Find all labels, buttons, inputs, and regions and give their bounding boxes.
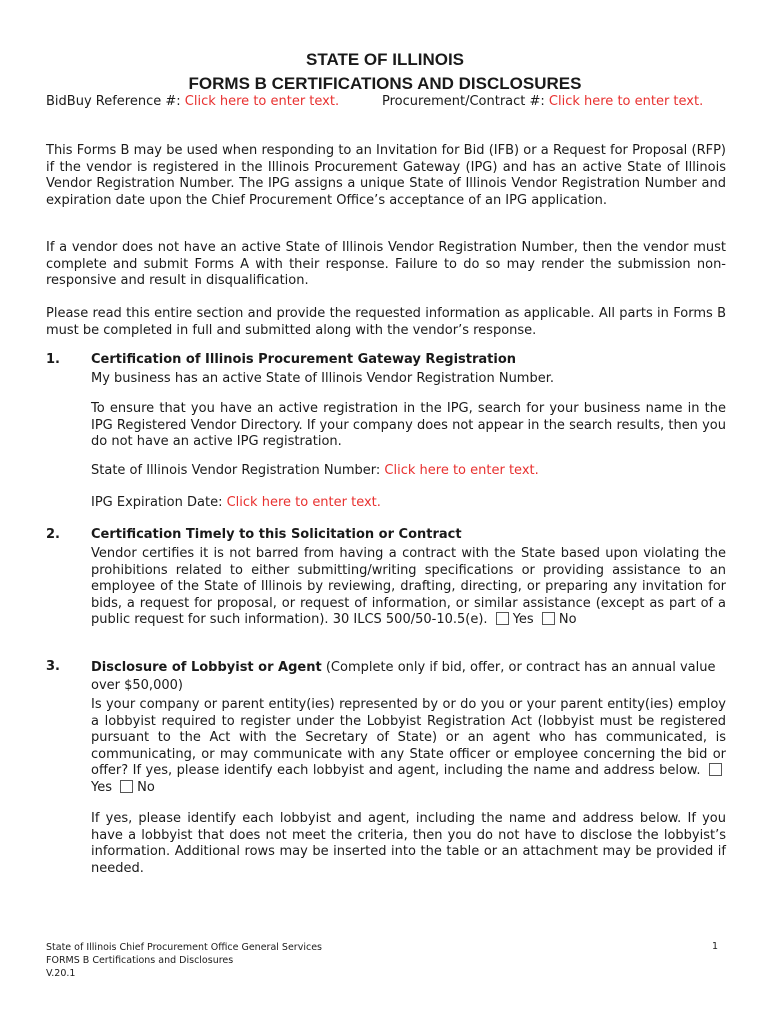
footer-form-name: FORMS B Certifications and Disclosures — [46, 955, 234, 966]
reference-line — [46, 94, 736, 109]
section-3-paragraph-2: If yes, please identify each lobbyist and agent, including the name and address below. If you have a lobbyist that does not meet the criteria, then you do not have to disclose the lobbyist’s information. Additional rows may be inserted into the table or an attachment may be provided if needed. — [91, 811, 726, 876]
section-3-heading-note: (Complete only if bid, offer, or contract has an annual value over $50,000) — [91, 660, 716, 693]
footer-version: V.20.1 — [46, 968, 76, 979]
footer-office: State of Illinois Chief Procurement Office General Services — [46, 942, 322, 953]
section-2-no-label: No — [558, 612, 577, 627]
section-2-number: 2. — [46, 527, 60, 542]
ipg-expiration-input[interactable]: Click here to enter text. — [226, 495, 381, 510]
section-2-heading: Certification Timely to this Solicitation or Contract — [91, 527, 462, 542]
bidbuy-input[interactable]: Click here to enter text. — [184, 94, 340, 109]
vendor-registration-field — [91, 463, 726, 480]
intro-paragraph-3: Please read this entire section and provide the requested information as applicable. All parts in Forms B must be completed in full and submitted along with the vendor’s response. — [46, 306, 726, 338]
page-number: 1 — [712, 941, 719, 952]
section-1-statement: My business has an active State of Illinois Vendor Registration Number. — [91, 371, 555, 386]
bidbuy-label: BidBuy Reference #: — [46, 94, 185, 109]
section-3-yes-checkbox[interactable] — [709, 763, 722, 776]
section-3-text: Is your company or parent entity(ies) represented by or do you or your parent entity(ies) employ a lobbyist required to register under the Lobbyist Registration Act (lobbyist must be registered pursuant to the Act with the Secretary of State) or an agent who has communicated, is communicating, or may communicate with any State officer or employee concerning the bid or offer? If yes, please identify each lobbyist and agent, including the name and address below. — [91, 697, 726, 778]
section-3-heading-block — [91, 659, 726, 695]
section-2-text: Vendor certifies it is not barred from having a contract with the State based upon violating the prohibitions related to either submitting/writing specifications or providing assistance to an employee of the State of Illinois by reviewing, drafting, directing, or preparing any invitation for bids, a request for proposal, or request of information, or similar assistance (except as part of a public request for such information). 30 ILCS 500/50-10.5(e). — [91, 546, 726, 627]
section-3-no-checkbox[interactable] — [120, 780, 133, 793]
procurement-field — [382, 94, 703, 109]
section-3-no-label: No — [137, 779, 155, 795]
page-footer — [46, 941, 322, 980]
page-title: STATE OF ILLINOIS — [305, 50, 465, 69]
intro-paragraph-2: If a vendor does not have an active State of Illinois Vendor Registration Number, then the vendor must complete and submit Forms A with their response. Failure to do so may render the submission non-responsive and result in disqualification. — [46, 240, 726, 288]
section-3-heading: Disclosure of Lobbyist or Agent — [91, 660, 322, 675]
section-3-number: 3. — [46, 659, 60, 674]
section-2-no-checkbox[interactable] — [542, 612, 555, 625]
section-3-yes-label: Yes — [91, 779, 112, 795]
intro-paragraph-1: This Forms B may be used when responding to an Invitation for Bid (IFB) or a Request for Proposal (RFP) if the vendor is registered in the Illinois Procurement Gateway (IPG) and has an active State of Illinois Vendor Registration Number. The IPG assigns a unique State of Illinois Vendor Registration Number and expiration date upon the Chief Procurement Office’s acceptance of an IPG application. — [46, 143, 726, 208]
section-2-paragraph — [91, 546, 726, 629]
page-subtitle: FORMS B CERTIFICATIONS AND DISCLOSURES — [188, 74, 582, 93]
procurement-label: Procurement/Contract #: — [382, 94, 549, 109]
section-1-number: 1. — [46, 352, 60, 367]
section-1-heading: Certification of Illinois Procurement Gateway Registration — [91, 352, 517, 367]
vendor-registration-input[interactable]: Click here to enter text. — [384, 463, 539, 478]
vendor-registration-label: State of Illinois Vendor Registration Number: — [91, 463, 385, 478]
section-3-paragraph — [91, 697, 726, 796]
procurement-input[interactable]: Click here to enter text. — [548, 94, 704, 109]
section-1-paragraph: To ensure that you have an active registration in the IPG, search for your business name in the IPG Registered Vendor Directory. If your company does not appear in the search results, then you do not have an active IPG registration. — [91, 401, 726, 449]
section-2-yes-checkbox[interactable] — [496, 612, 509, 625]
ipg-expiration-field — [91, 495, 726, 512]
section-2-yes-label: Yes — [512, 612, 534, 627]
ipg-expiration-label: IPG Expiration Date: — [91, 495, 227, 510]
